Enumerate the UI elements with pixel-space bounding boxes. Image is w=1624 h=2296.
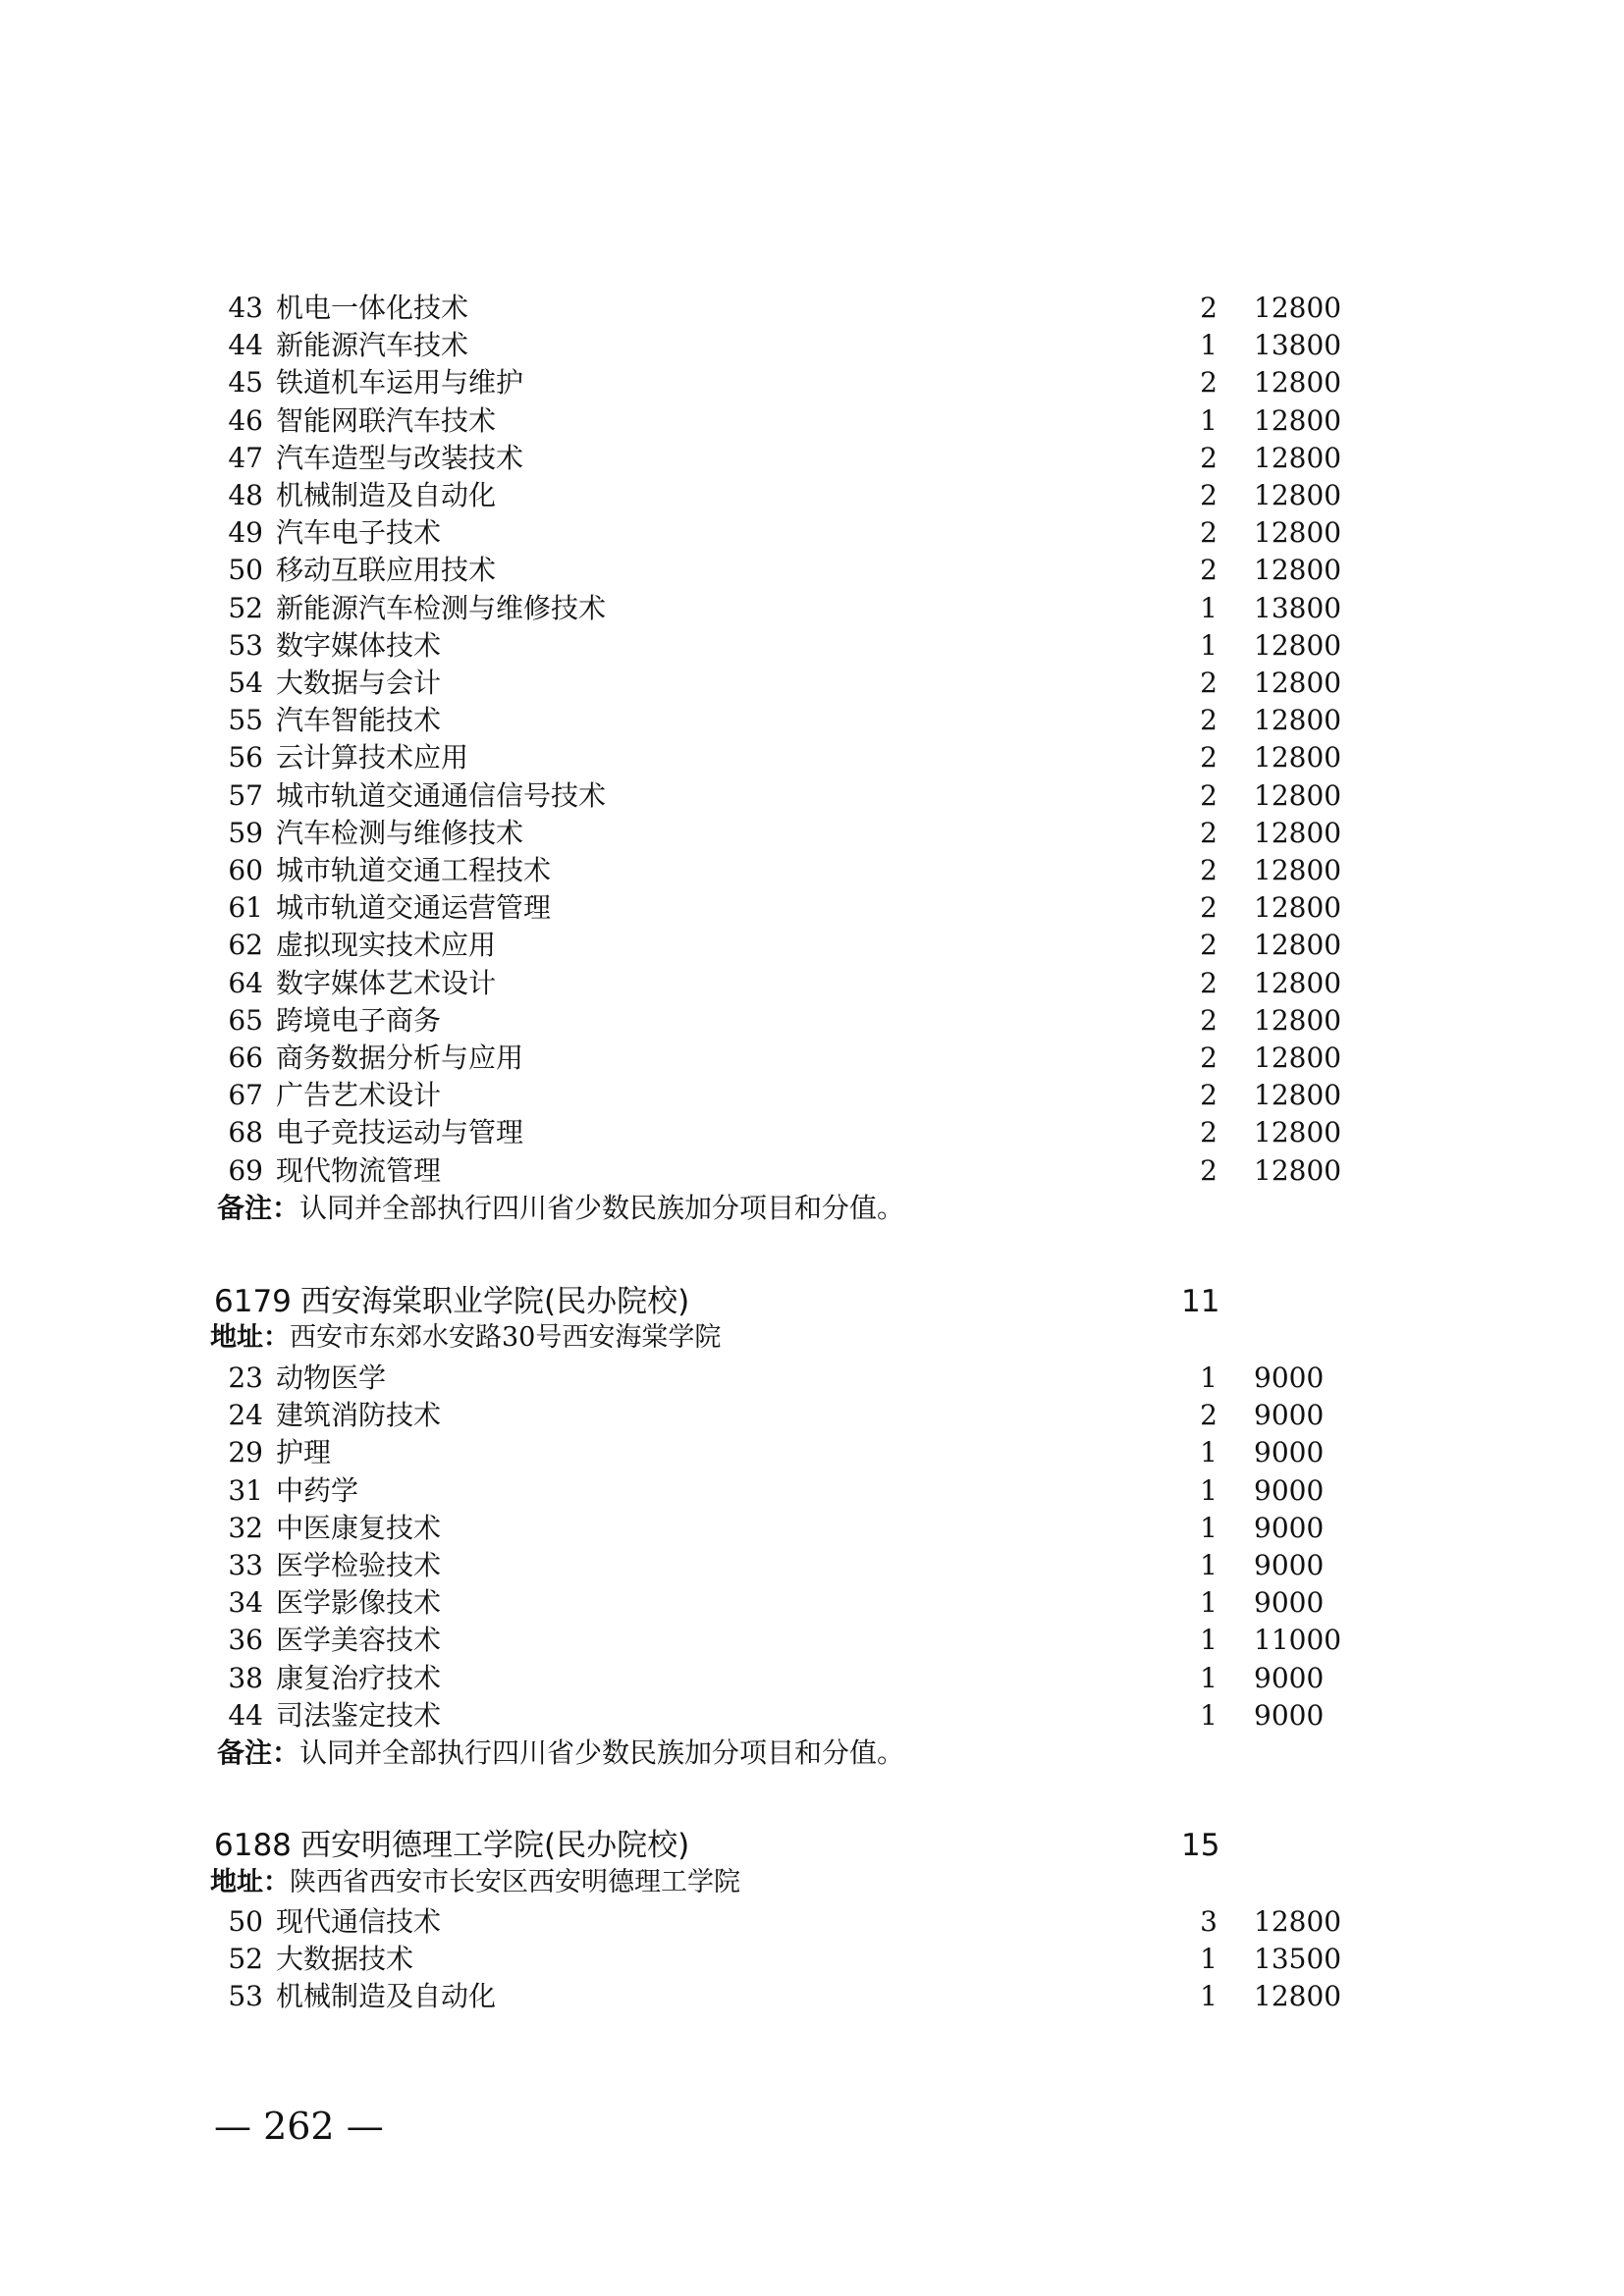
tuition-fee: 12800 bbox=[1254, 741, 1342, 774]
major-row bbox=[0, 927, 1624, 964]
major-code: 44 bbox=[228, 1698, 263, 1732]
plan-count: 1 bbox=[1200, 1362, 1218, 1394]
major-code: 60 bbox=[228, 854, 263, 886]
major-name: 智能网联汽车技术 bbox=[276, 403, 497, 437]
major-name: 康复治疗技术 bbox=[276, 1661, 442, 1694]
major-name: 广告艺术设计 bbox=[276, 1079, 442, 1112]
tuition-fee: 9000 bbox=[1254, 1473, 1325, 1507]
major-row bbox=[0, 739, 1624, 776]
tuition-fee: 12800 bbox=[1254, 1905, 1342, 1938]
major-row bbox=[0, 552, 1624, 589]
major-name: 汽车造型与改装技术 bbox=[276, 441, 524, 474]
major-code: 33 bbox=[228, 1549, 263, 1581]
major-code: 65 bbox=[228, 1003, 263, 1037]
plan-count: 1 bbox=[1200, 1586, 1218, 1620]
plan-count: 2 bbox=[1200, 441, 1218, 474]
plan-count: 2 bbox=[1200, 366, 1218, 400]
major-name: 新能源汽车技术 bbox=[276, 329, 469, 362]
plan-count: 1 bbox=[1200, 1511, 1218, 1544]
plan-count: 2 bbox=[1200, 1003, 1218, 1037]
major-name: 司法鉴定技术 bbox=[276, 1698, 442, 1732]
major-name: 移动互联应用技术 bbox=[276, 554, 497, 587]
plan-count: 2 bbox=[1200, 292, 1218, 324]
major-name: 城市轨道交通工程技术 bbox=[276, 854, 552, 886]
major-code: 56 bbox=[228, 741, 263, 774]
major-code: 44 bbox=[228, 329, 263, 362]
plan-count: 2 bbox=[1200, 1041, 1218, 1074]
major-row bbox=[0, 1622, 1624, 1659]
major-code: 23 bbox=[228, 1362, 263, 1394]
tuition-fee: 12800 bbox=[1254, 1079, 1342, 1112]
major-row bbox=[0, 1114, 1624, 1151]
major-code: 57 bbox=[228, 778, 263, 812]
major-name: 商务数据分析与应用 bbox=[276, 1041, 524, 1074]
plan-count: 1 bbox=[1200, 1624, 1218, 1657]
major-name: 城市轨道交通通信信号技术 bbox=[276, 778, 607, 812]
tuition-fee: 12800 bbox=[1254, 403, 1342, 437]
major-name: 中药学 bbox=[276, 1473, 359, 1507]
major-code: 48 bbox=[228, 479, 263, 511]
plan-count: 2 bbox=[1200, 891, 1218, 925]
school-name: 西安海棠职业学院(民办院校) bbox=[300, 1284, 690, 1319]
tuition-fee: 12800 bbox=[1254, 479, 1342, 511]
major-code: 47 bbox=[228, 441, 263, 474]
plan-count: 2 bbox=[1200, 667, 1218, 699]
tuition-fee: 12800 bbox=[1254, 778, 1342, 812]
plan-count: 3 bbox=[1200, 1905, 1218, 1938]
plan-count: 1 bbox=[1200, 1980, 1218, 2013]
plan-count: 2 bbox=[1200, 1116, 1218, 1149]
major-name: 虚拟现实技术应用 bbox=[276, 929, 497, 962]
major-row bbox=[0, 889, 1624, 927]
tuition-fee: 12800 bbox=[1254, 366, 1342, 400]
major-name: 铁道机车运用与维护 bbox=[276, 366, 524, 400]
tuition-fee: 12800 bbox=[1254, 667, 1342, 699]
major-row bbox=[0, 1697, 1624, 1735]
address-text: 陕西省西安市长安区西安明德理工学院 bbox=[290, 1867, 740, 1897]
major-code: 53 bbox=[228, 628, 263, 662]
note-label: 备注： bbox=[217, 1192, 300, 1224]
major-code: 69 bbox=[228, 1153, 263, 1187]
major-name: 医学影像技术 bbox=[276, 1586, 442, 1620]
tuition-fee: 9000 bbox=[1254, 1549, 1325, 1581]
major-code: 54 bbox=[228, 667, 263, 699]
major-name: 机械制造及自动化 bbox=[276, 479, 497, 511]
school-total-plan: 11 bbox=[1181, 1284, 1220, 1319]
tuition-fee: 9000 bbox=[1254, 1698, 1325, 1732]
tuition-fee: 12800 bbox=[1254, 854, 1342, 886]
major-row bbox=[0, 702, 1624, 739]
major-name: 数字媒体技术 bbox=[276, 628, 442, 662]
major-name: 医学检验技术 bbox=[276, 1549, 442, 1581]
major-name: 大数据技术 bbox=[276, 1943, 414, 1976]
tuition-fee: 13800 bbox=[1254, 591, 1342, 624]
section-2-note bbox=[217, 1735, 904, 1772]
tuition-fee: 12800 bbox=[1254, 441, 1342, 474]
major-row bbox=[0, 1584, 1624, 1622]
major-code: 55 bbox=[228, 704, 263, 737]
major-code: 67 bbox=[228, 1079, 263, 1112]
major-code: 29 bbox=[228, 1436, 263, 1469]
plan-count: 1 bbox=[1200, 1661, 1218, 1694]
note-text: 认同并全部执行四川省少数民族加分项目和分值。 bbox=[299, 1736, 905, 1769]
major-code: 31 bbox=[228, 1473, 263, 1507]
major-row bbox=[0, 1472, 1624, 1510]
major-name: 动物医学 bbox=[276, 1362, 387, 1394]
major-row bbox=[0, 364, 1624, 401]
major-name: 现代物流管理 bbox=[276, 1153, 442, 1187]
major-code: 62 bbox=[228, 929, 263, 962]
major-row bbox=[0, 1510, 1624, 1547]
tuition-fee: 12800 bbox=[1254, 704, 1342, 737]
major-code: 50 bbox=[228, 554, 263, 587]
tuition-fee: 12800 bbox=[1254, 816, 1342, 849]
plan-count: 1 bbox=[1200, 1943, 1218, 1976]
tuition-fee: 9000 bbox=[1254, 1586, 1325, 1620]
major-row bbox=[0, 665, 1624, 702]
tuition-fee: 12800 bbox=[1254, 554, 1342, 587]
major-name: 城市轨道交通运营管理 bbox=[276, 891, 552, 925]
major-code: 46 bbox=[228, 403, 263, 437]
plan-count: 2 bbox=[1200, 966, 1218, 999]
major-row bbox=[0, 1152, 1624, 1190]
school-code: 6179 bbox=[214, 1284, 292, 1319]
major-code: 52 bbox=[228, 591, 263, 624]
major-code: 34 bbox=[228, 1586, 263, 1620]
school-address-6179 bbox=[210, 1320, 721, 1356]
major-name: 护理 bbox=[276, 1436, 332, 1469]
major-name: 大数据与会计 bbox=[276, 667, 442, 699]
tuition-fee: 11000 bbox=[1254, 1624, 1342, 1657]
major-row bbox=[0, 1397, 1624, 1434]
major-name: 汽车智能技术 bbox=[276, 704, 442, 737]
tuition-fee: 13500 bbox=[1254, 1943, 1342, 1976]
major-code: 38 bbox=[228, 1661, 263, 1694]
address-text: 西安市东郊水安路30号西安海棠学院 bbox=[290, 1322, 722, 1353]
major-name: 中医康复技术 bbox=[276, 1511, 442, 1544]
major-code: 50 bbox=[228, 1905, 263, 1938]
plan-count: 1 bbox=[1200, 1473, 1218, 1507]
major-name: 机电一体化技术 bbox=[276, 292, 469, 324]
tuition-fee: 12800 bbox=[1254, 1041, 1342, 1074]
major-code: 52 bbox=[228, 1943, 263, 1976]
tuition-fee: 12800 bbox=[1254, 1003, 1342, 1037]
tuition-fee: 12800 bbox=[1254, 516, 1342, 550]
plan-count: 1 bbox=[1200, 329, 1218, 362]
section-1-note bbox=[217, 1190, 904, 1227]
major-row bbox=[0, 440, 1624, 477]
major-code: 45 bbox=[228, 366, 263, 400]
major-code: 32 bbox=[228, 1511, 263, 1544]
major-row bbox=[0, 777, 1624, 815]
major-row bbox=[0, 1660, 1624, 1697]
major-code: 49 bbox=[228, 516, 263, 550]
plan-count: 2 bbox=[1200, 1153, 1218, 1187]
tuition-fee: 12800 bbox=[1254, 891, 1342, 925]
tuition-fee: 13800 bbox=[1254, 329, 1342, 362]
tuition-fee: 12800 bbox=[1254, 292, 1342, 324]
major-row bbox=[0, 1941, 1624, 1978]
major-row bbox=[0, 1434, 1624, 1471]
major-row bbox=[0, 590, 1624, 627]
school-header-6188 bbox=[214, 1825, 1589, 1866]
school-header-6179 bbox=[214, 1281, 1589, 1322]
major-row bbox=[0, 1002, 1624, 1040]
major-code: 61 bbox=[228, 891, 263, 925]
tuition-fee: 12800 bbox=[1254, 628, 1342, 662]
note-label: 备注： bbox=[217, 1736, 300, 1769]
major-row bbox=[0, 1903, 1624, 1941]
major-name: 医学美容技术 bbox=[276, 1624, 442, 1657]
major-code: 68 bbox=[228, 1116, 263, 1149]
major-name: 新能源汽车检测与维修技术 bbox=[276, 591, 607, 624]
tuition-fee: 12800 bbox=[1254, 929, 1342, 962]
major-name: 数字媒体艺术设计 bbox=[276, 966, 497, 999]
tuition-fee: 9000 bbox=[1254, 1436, 1325, 1469]
major-row bbox=[0, 290, 1624, 327]
tuition-fee: 12800 bbox=[1254, 1980, 1342, 2013]
tuition-fee: 12800 bbox=[1254, 1153, 1342, 1187]
page-number: — 262 — bbox=[214, 2105, 384, 2148]
major-code: 24 bbox=[228, 1399, 263, 1432]
plan-count: 1 bbox=[1200, 1549, 1218, 1581]
major-name: 汽车检测与维修技术 bbox=[276, 816, 524, 849]
major-name: 电子竞技运动与管理 bbox=[276, 1116, 524, 1149]
plan-count: 2 bbox=[1200, 778, 1218, 812]
major-name: 汽车电子技术 bbox=[276, 516, 442, 550]
major-row bbox=[0, 402, 1624, 440]
school-total-plan: 15 bbox=[1181, 1828, 1220, 1863]
plan-count: 2 bbox=[1200, 516, 1218, 550]
plan-count: 2 bbox=[1200, 479, 1218, 511]
major-row bbox=[0, 514, 1624, 552]
school-code: 6188 bbox=[214, 1828, 292, 1863]
plan-count: 1 bbox=[1200, 591, 1218, 624]
tuition-fee: 9000 bbox=[1254, 1661, 1325, 1694]
plan-count: 2 bbox=[1200, 816, 1218, 849]
plan-count: 2 bbox=[1200, 854, 1218, 886]
major-row bbox=[0, 1077, 1624, 1114]
plan-count: 1 bbox=[1200, 403, 1218, 437]
plan-count: 1 bbox=[1200, 1698, 1218, 1732]
address-label: 地址： bbox=[210, 1322, 290, 1353]
major-code: 43 bbox=[228, 292, 263, 324]
major-row bbox=[0, 1040, 1624, 1077]
major-row bbox=[0, 815, 1624, 852]
major-row bbox=[0, 477, 1624, 514]
major-row bbox=[0, 965, 1624, 1002]
major-code: 66 bbox=[228, 1041, 263, 1074]
major-name: 云计算技术应用 bbox=[276, 741, 469, 774]
major-row bbox=[0, 1978, 1624, 2015]
plan-count: 2 bbox=[1200, 1079, 1218, 1112]
major-name: 建筑消防技术 bbox=[276, 1399, 442, 1432]
school-name: 西安明德理工学院(民办院校) bbox=[300, 1828, 690, 1863]
plan-count: 2 bbox=[1200, 554, 1218, 587]
major-row bbox=[0, 627, 1624, 665]
plan-count: 2 bbox=[1200, 1399, 1218, 1432]
major-name: 现代通信技术 bbox=[276, 1905, 442, 1938]
tuition-fee: 12800 bbox=[1254, 1116, 1342, 1149]
major-name: 跨境电子商务 bbox=[276, 1003, 442, 1037]
school-address-6188 bbox=[210, 1865, 740, 1900]
major-row bbox=[0, 1360, 1624, 1397]
tuition-fee: 9000 bbox=[1254, 1511, 1325, 1544]
tuition-fee: 9000 bbox=[1254, 1362, 1325, 1394]
major-code: 36 bbox=[228, 1624, 263, 1657]
tuition-fee: 12800 bbox=[1254, 966, 1342, 999]
plan-count: 2 bbox=[1200, 741, 1218, 774]
plan-count: 1 bbox=[1200, 628, 1218, 662]
tuition-fee: 9000 bbox=[1254, 1399, 1325, 1432]
major-row bbox=[0, 1547, 1624, 1584]
major-name: 机械制造及自动化 bbox=[276, 1980, 497, 2013]
address-label: 地址： bbox=[210, 1867, 290, 1897]
major-code: 64 bbox=[228, 966, 263, 999]
plan-count: 2 bbox=[1200, 704, 1218, 737]
plan-count: 2 bbox=[1200, 929, 1218, 962]
major-code: 59 bbox=[228, 816, 263, 849]
note-text: 认同并全部执行四川省少数民族加分项目和分值。 bbox=[299, 1192, 905, 1224]
major-row bbox=[0, 327, 1624, 364]
plan-count: 1 bbox=[1200, 1436, 1218, 1469]
major-row bbox=[0, 852, 1624, 889]
major-code: 53 bbox=[228, 1980, 263, 2013]
